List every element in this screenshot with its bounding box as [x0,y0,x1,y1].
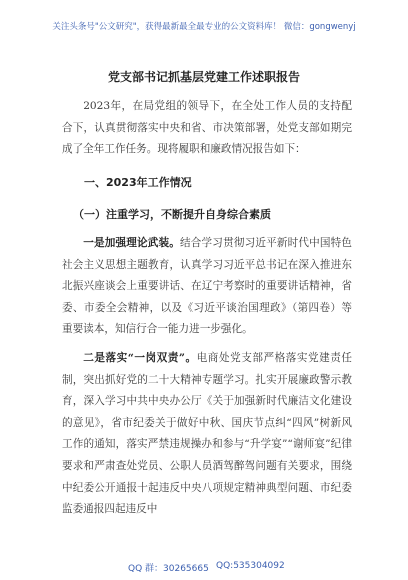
paragraph-item-1 [62,233,352,341]
item-2-lead: 二是落实“一岗双责”。 [83,351,197,364]
intro-paragraph: 2023年，在局党组的领导下，在全处工作人员的支持配合下，认真贯彻落实中央和省、市决策部署，处党支部如期完成了全年工作任务。现将履职和廉政情况报告如下： [62,100,352,156]
header-banner: 关注头条号"公文研究"，获得最新最全最专业的公文资料库！ 微信：gongwenyj [52,22,356,32]
paragraph-item-2 [62,348,352,521]
item-2-text: 电商处党支部严格落实党建责任制，突出抓好党的二十大精神专题学习。扎实开展廉政警示教育，深入学习中共中央办公厅《关于加强新时代廉洁文化建设的意见》，省市纪委关于做好中秋、国庆节点纠“四风”树新风工作的通知，落实严禁违规操办和参与“升学宴”“谢师宴”纪律要求和严肃查处党员、公职人员酒驾醉驾问题有关要求，围绕中纪委公开通报十起违反中央八项规定精神典型问题、市纪委监委通报四起违反中 [62,351,353,516]
qq-number: QQ:535304092 [216,561,285,571]
qq-group-number: QQ 群：30265665 [128,564,209,574]
section-heading-1: 一、2023年工作情况 [84,175,192,189]
item-1-text: 结合学习贯彻习近平新时代中国特色社会主义思想主题教育，认真学习习近平总书记在深入推进东北振兴座谈会上重要讲话、在辽宁考察时的重要讲话精神，省委、市委全会精神，以及《习近平谈治国理政》（第四卷）等重要读本，知信行合一能力进一步强化。 [62,236,353,336]
document-title: 党支部书记抓基层党建工作述职报告 [107,70,300,84]
document-body [62,96,352,521]
item-1-lead: 一是加强理论武装。 [83,236,181,249]
subsection-heading-1: （一）注重学习，不断提升自身综合素质 [73,208,271,222]
